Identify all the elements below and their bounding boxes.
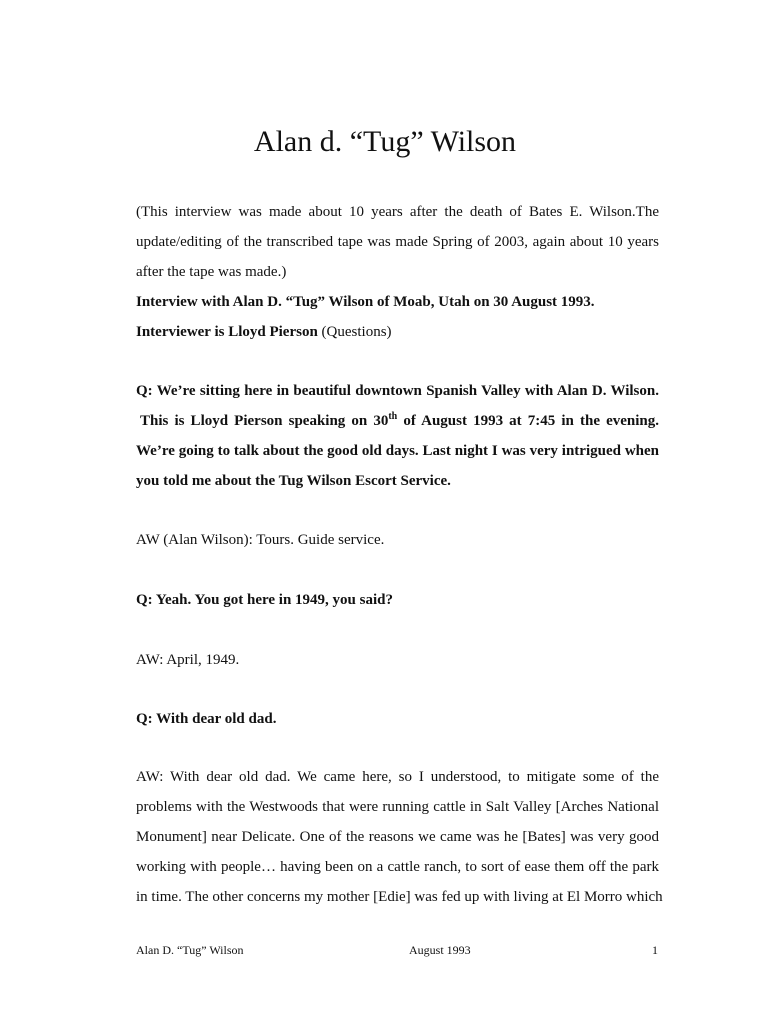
document-title: Alan d. “Tug” Wilson [253, 125, 517, 158]
interviewer-note: (Questions) [317, 324, 392, 340]
interviewer-name: Interviewer is Lloyd Pierson [136, 324, 318, 340]
answer-line: AW: April, 1949. [136, 652, 240, 668]
footer-date: August 1993 [409, 943, 471, 957]
page-number: 1 [652, 943, 658, 957]
question-line: Q: With dear old dad. [136, 711, 277, 727]
intro-line: update/editing of the transcribed tape was made Spring of 2003, again about 10 years [136, 234, 659, 250]
question-text: This is Lloyd Pierson speaking on 30 [140, 413, 389, 429]
ordinal-suffix: th [388, 411, 398, 422]
answer-line: in time. The other concerns my mother [Edie] was fed up with living at El Morro which [136, 889, 663, 905]
answer-line: AW: With dear old dad. We came here, so I understood, to mitigate some of the [136, 769, 659, 785]
question-line: you told me about the Tug Wilson Escort Service. [136, 473, 451, 489]
question-line [140, 411, 659, 431]
intro-line: (This interview was made about 10 years after the death of Bates E. Wilson.The [136, 204, 659, 220]
question-line: We’re going to talk about the good old days. Last night I was very intrigued when [136, 443, 659, 459]
footer-author: Alan D. “Tug” Wilson [136, 943, 244, 957]
intro-line: after the tape was made.) [136, 264, 287, 280]
question-text: of August 1993 at 7:45 in the evening. [397, 413, 659, 429]
answer-line: working with people… having been on a cattle ranch, to sort of ease them off the park [136, 859, 659, 875]
answer-line: problems with the Westwoods that were running cattle in Salt Valley [Arches National [136, 799, 659, 815]
interviewer-line [136, 322, 392, 342]
answer-line: AW (Alan Wilson): Tours. Guide service. [136, 532, 385, 548]
interview-heading: Interview with Alan D. “Tug” Wilson of Moab, Utah on 30 August 1993. [136, 294, 595, 310]
question-line: Q: We’re sitting here in beautiful downtown Spanish Valley with Alan D. Wilson. [136, 383, 659, 399]
question-line: Q: Yeah. You got here in 1949, you said? [136, 592, 393, 608]
answer-line: Monument] near Delicate. One of the reasons we came was he [Bates] was very good [136, 829, 659, 845]
